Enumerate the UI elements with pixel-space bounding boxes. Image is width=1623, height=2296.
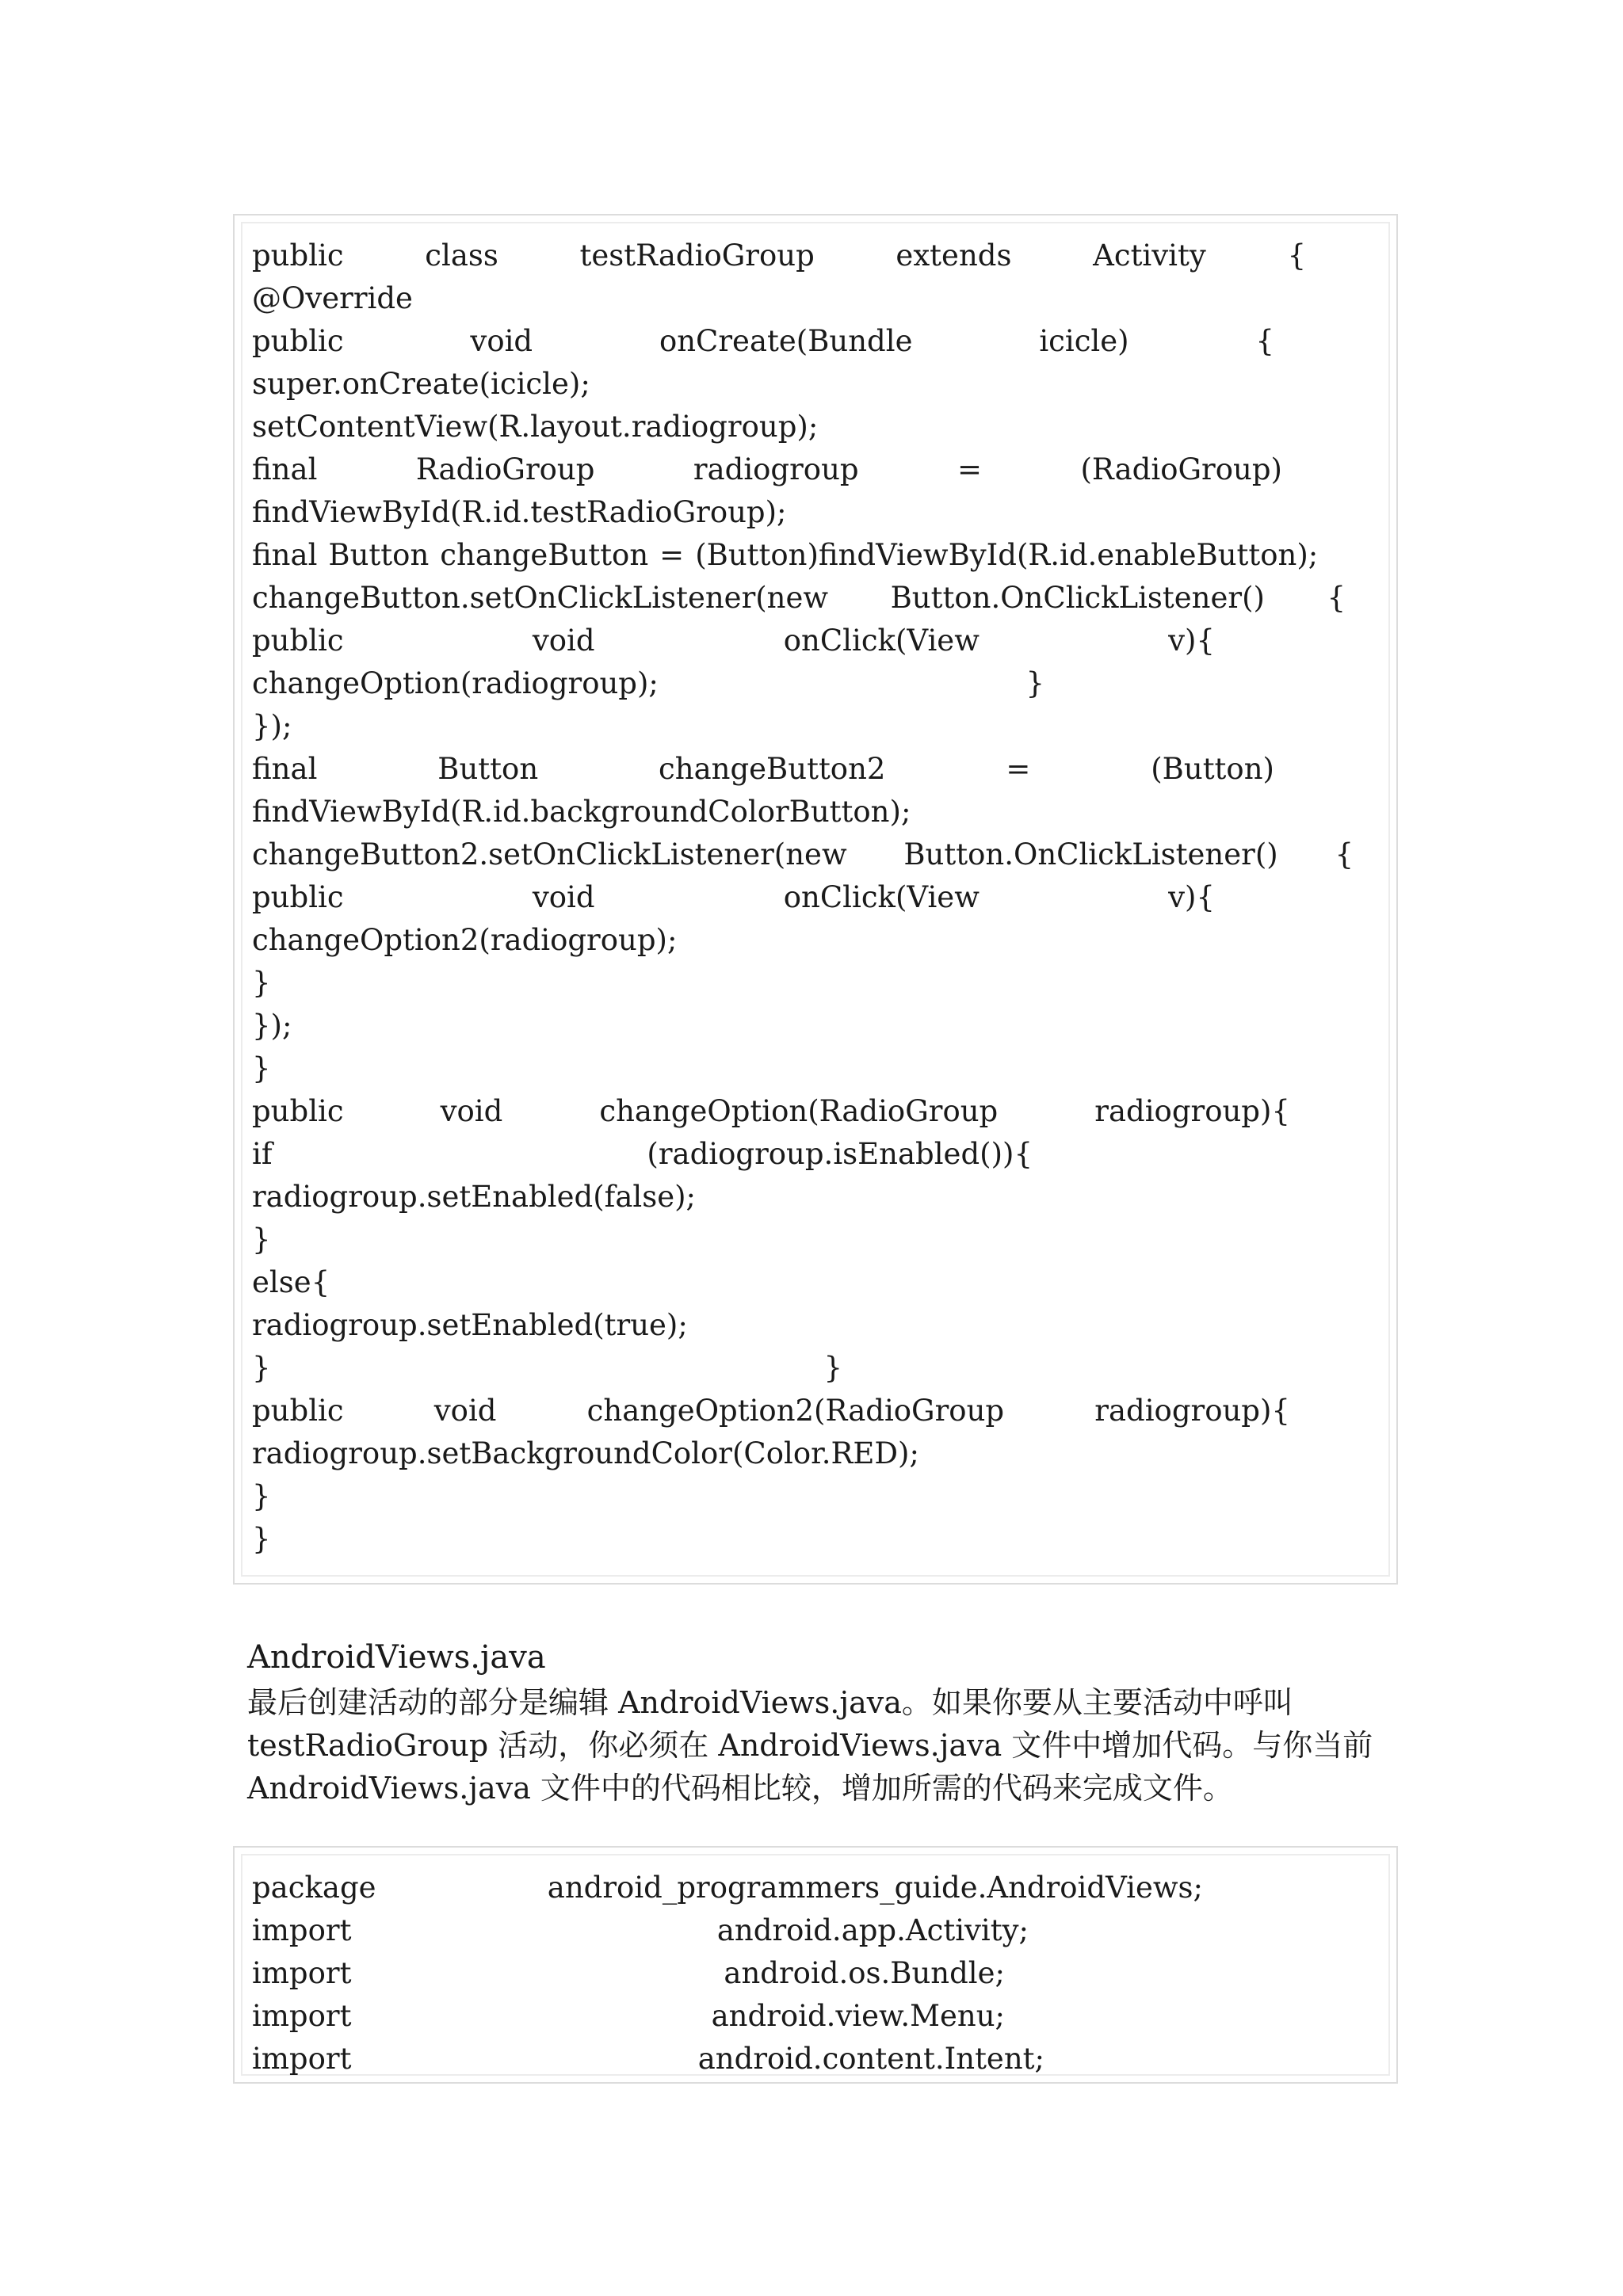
code-token: RadioGroup bbox=[415, 452, 595, 486]
code-token: void bbox=[433, 1394, 497, 1428]
code-token: changeOption(radiogroup); bbox=[252, 666, 659, 700]
code-token: radiogroup){ bbox=[1094, 1094, 1290, 1128]
code-line bbox=[252, 1390, 1290, 1432]
code-token: }); bbox=[252, 1009, 292, 1043]
code-line bbox=[252, 962, 1357, 1005]
code-token: public bbox=[252, 624, 344, 658]
code-token: class bbox=[425, 238, 498, 273]
code-token: (radiogroup.isEnabled()){ bbox=[647, 1137, 1033, 1171]
code-token: public bbox=[252, 880, 344, 914]
section-title: AndroidViews.java bbox=[247, 1639, 546, 1676]
code-token: } bbox=[252, 1351, 271, 1385]
code-token: = bbox=[1006, 752, 1031, 786]
code-token: onCreate(Bundle bbox=[659, 324, 913, 358]
code-token: final bbox=[252, 452, 318, 486]
code-token: import bbox=[252, 1956, 352, 1990]
code-token: Button bbox=[328, 538, 430, 572]
code-token: public bbox=[252, 1094, 344, 1128]
code-token: v){ bbox=[1168, 624, 1215, 658]
code-line bbox=[252, 1475, 1357, 1518]
code-line bbox=[252, 1090, 1290, 1133]
code-block-inner-border bbox=[241, 1854, 1390, 2076]
code-line bbox=[252, 1176, 1357, 1219]
code-token: if bbox=[252, 1137, 273, 1171]
code-token: } bbox=[823, 1351, 842, 1385]
code-token: package bbox=[252, 1871, 376, 1905]
code-token: android_programmers_guide.AndroidViews; bbox=[547, 1871, 1203, 1905]
code-token: changeOption2(radiogroup); bbox=[252, 923, 678, 957]
code-token: public bbox=[252, 238, 344, 273]
code-token: { bbox=[1335, 837, 1354, 871]
code-line bbox=[252, 1952, 1005, 1995]
code-token: changeButton2.setOnClickListener(new bbox=[252, 837, 847, 871]
code-line bbox=[252, 235, 1306, 277]
code-token: { bbox=[1287, 238, 1306, 273]
code-block-androidviews bbox=[233, 1846, 1398, 2084]
code-token: findViewById(R.id.backgroundColorButton); bbox=[252, 795, 911, 829]
code-token: } bbox=[252, 966, 271, 1000]
code-token: android.os.Bundle; bbox=[724, 1956, 1005, 1990]
code-token: onClick(View bbox=[783, 624, 980, 658]
code-token: super.onCreate(icicle); bbox=[252, 367, 590, 401]
code-line bbox=[252, 919, 1357, 962]
code-line bbox=[252, 1219, 1357, 1261]
code-token: radiogroup bbox=[693, 452, 859, 486]
code-token: changeButton.setOnClickListener(new bbox=[252, 581, 829, 615]
code-token: radiogroup){ bbox=[1094, 1394, 1290, 1428]
code-token: testRadioGroup bbox=[579, 238, 815, 273]
code-token: radiogroup.setEnabled(false); bbox=[252, 1180, 697, 1214]
code-line bbox=[252, 1347, 842, 1390]
code-line bbox=[252, 705, 1357, 748]
code-line bbox=[252, 620, 1215, 662]
code-line bbox=[252, 363, 1357, 406]
code-token: Button.OnClickListener() bbox=[890, 581, 1265, 615]
code-line bbox=[252, 1995, 1005, 2038]
code-line bbox=[252, 534, 1357, 577]
paragraph-line: 最后创建活动的部分是编辑 AndroidViews.java。如果你要从主要活动中呼叫 bbox=[247, 1685, 1293, 1720]
code-token: void bbox=[440, 1094, 503, 1128]
code-token: } bbox=[1025, 666, 1044, 700]
code-token: = bbox=[957, 452, 983, 486]
code-token: = bbox=[659, 538, 685, 572]
code-token: Activity bbox=[1093, 238, 1206, 273]
code-line bbox=[252, 406, 1357, 448]
code-token: changeButton bbox=[440, 538, 649, 572]
code-token: { bbox=[1255, 324, 1274, 358]
code-token: radiogroup.setEnabled(true); bbox=[252, 1308, 688, 1342]
code-line bbox=[252, 791, 1357, 833]
code-token: Button bbox=[437, 752, 539, 786]
code-lines bbox=[252, 235, 1357, 1561]
code-token: }); bbox=[252, 709, 292, 743]
code-line bbox=[252, 1005, 1357, 1047]
code-token: icicle) bbox=[1039, 324, 1129, 358]
code-token: } bbox=[252, 1479, 271, 1513]
code-line bbox=[252, 320, 1274, 363]
code-token: setContentView(R.layout.radiogroup); bbox=[252, 410, 819, 444]
code-token: radiogroup.setBackgroundColor(Color.RED); bbox=[252, 1436, 919, 1470]
code-line bbox=[252, 448, 1282, 491]
section-paragraph bbox=[247, 1681, 1396, 1810]
code-line bbox=[252, 1909, 1029, 1952]
code-token: public bbox=[252, 1394, 344, 1428]
code-token: onClick(View bbox=[783, 880, 980, 914]
code-line bbox=[252, 577, 1346, 620]
code-token: android.content.Intent; bbox=[697, 2042, 1044, 2076]
code-token: (Button)findViewById(R.id.enableButton); bbox=[695, 538, 1319, 572]
code-token: final bbox=[252, 538, 318, 572]
code-token: { bbox=[1327, 581, 1346, 615]
code-token: void bbox=[470, 324, 533, 358]
code-token: @Override bbox=[252, 281, 413, 315]
code-line bbox=[252, 1432, 1357, 1475]
code-token: changeButton2 bbox=[659, 752, 886, 786]
code-token: v){ bbox=[1168, 880, 1215, 914]
code-token: extends bbox=[896, 238, 1012, 273]
code-line bbox=[252, 876, 1215, 919]
code-token: else{ bbox=[252, 1265, 330, 1299]
code-token: Button.OnClickListener() bbox=[903, 837, 1278, 871]
code-line bbox=[252, 748, 1274, 791]
code-line bbox=[252, 2038, 1044, 2081]
code-lines bbox=[252, 1867, 1357, 2081]
code-token: (RadioGroup) bbox=[1080, 452, 1282, 486]
code-line bbox=[252, 1867, 1203, 1909]
code-line bbox=[252, 833, 1354, 876]
code-token: import bbox=[252, 2042, 352, 2076]
code-token: void bbox=[532, 624, 595, 658]
code-block-testradiogroup bbox=[233, 214, 1398, 1585]
code-line bbox=[252, 277, 1357, 320]
code-line bbox=[252, 491, 1357, 534]
code-token: changeOption(RadioGroup bbox=[599, 1094, 999, 1128]
code-token: public bbox=[252, 324, 344, 358]
code-token: final bbox=[252, 752, 318, 786]
code-token: (Button) bbox=[1151, 752, 1274, 786]
code-line bbox=[252, 1261, 1357, 1304]
code-line bbox=[252, 662, 1044, 705]
code-line bbox=[252, 1133, 1033, 1176]
code-token: } bbox=[252, 1051, 271, 1085]
paragraph-line: AndroidViews.java 文件中的代码相比较，增加所需的代码来完成文件。 bbox=[247, 1771, 1233, 1806]
code-token: void bbox=[532, 880, 595, 914]
code-line bbox=[252, 1047, 1357, 1090]
code-token: changeOption2(RadioGroup bbox=[586, 1394, 1005, 1428]
paragraph-line: testRadioGroup 活动，你必须在 AndroidViews.java 文件中增加代码。与你当前 bbox=[247, 1728, 1373, 1763]
code-token: import bbox=[252, 1999, 352, 2033]
code-token: } bbox=[252, 1222, 271, 1257]
code-token: import bbox=[252, 1913, 352, 1947]
code-line bbox=[252, 1304, 1357, 1347]
code-line bbox=[252, 1518, 1357, 1561]
code-token: android.app.Activity; bbox=[716, 1913, 1029, 1947]
code-token: findViewById(R.id.testRadioGroup); bbox=[252, 495, 787, 529]
code-block-inner-border bbox=[241, 222, 1390, 1577]
code-token: android.view.Menu; bbox=[711, 1999, 1005, 2033]
code-token: } bbox=[252, 1522, 271, 1556]
